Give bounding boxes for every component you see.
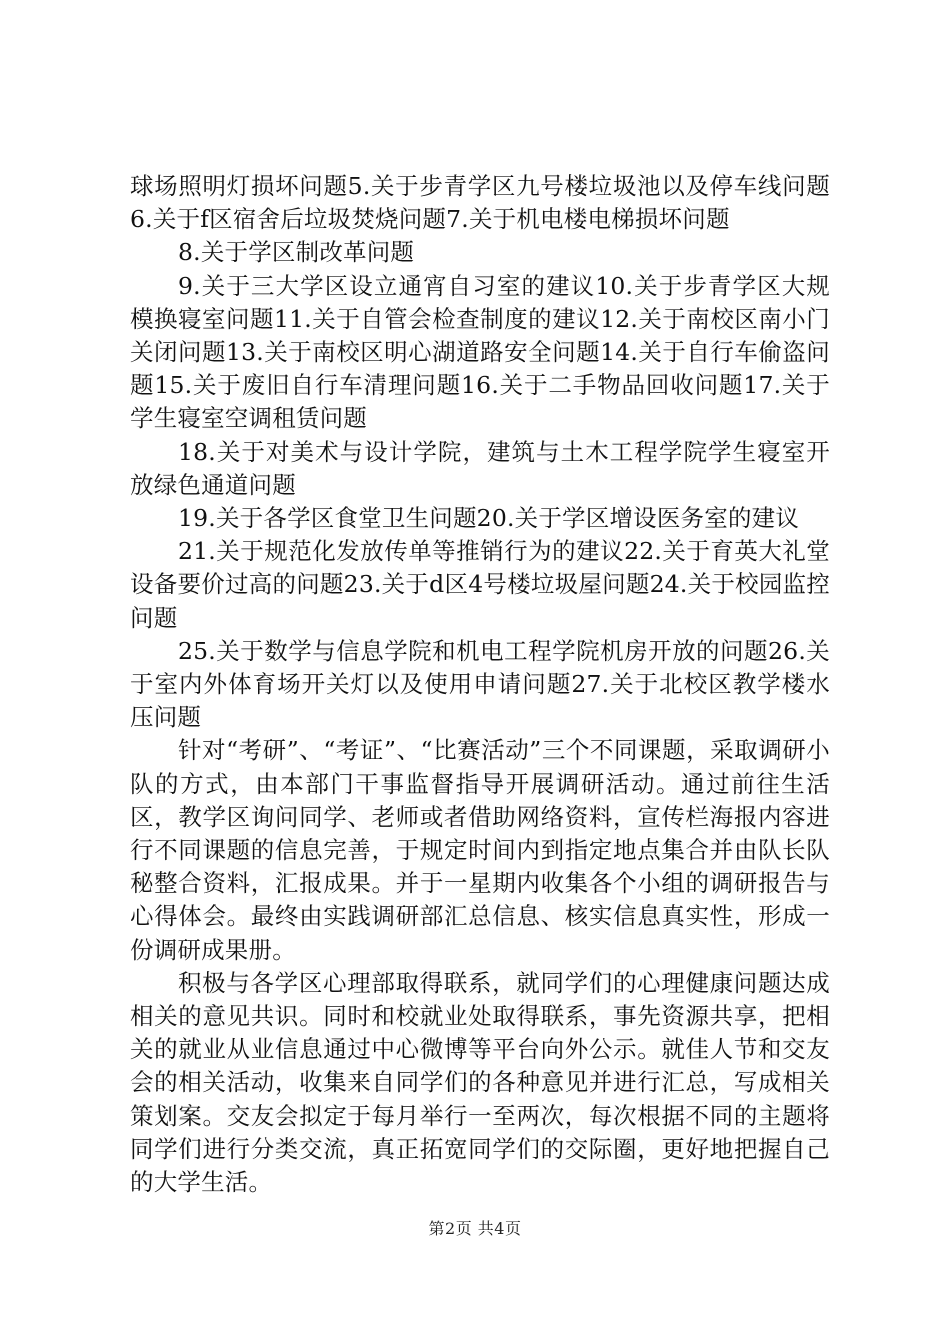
paragraph-8: 针对“考研”、“考证”、“比赛活动”三个不同课题，采取调研小队的方式，由本部门干事监督指导开展调研活动。通过前往生活区，教学区询问同学、老师或者借助网络资料，宣传栏海报内容进行不同课题的信息完善，于规定时间内到指定地点集合并由队长队秘整合资料，汇报成果。并于一星期内收集各个小组的调研报告与心得体会。最终由实践调研部汇总信息、核实信息真实性，形成一份调研成果册。: [130, 736, 830, 964]
paragraph-3: 9.关于三大学区设立通宵自习室的建议10.关于步青学区大规模换寝室问题11.关于自管会检查制度的建议12.关于南校区南小门关闭问题13.关于南校区明心湖道路安全问题14.关于自行车偷盗问题15.关于废旧自行车清理问题16.关于二手物品回收问题17.关于学生寝室空调租赁问题: [130, 271, 830, 433]
paragraph-2: 8.关于学区制改革问题: [178, 238, 415, 267]
paragraph-1: 球场照明灯损坏问题5.关于步青学区九号楼垃圾池以及停车线问题6.关于f区宿舍后垃圾焚烧问题7.关于机电楼电梯损坏问题: [130, 172, 830, 234]
paragraph-9: 积极与各学区心理部取得联系，就同学们的心理健康问题达成相关的意见共识。同时和校就业处取得联系，事先资源共享，把相关的就业从业信息通过中心微博等平台向外公示。就佳人节和交友会的相关活动，收集来自同学们的各种意见并进行汇总，写成相关策划案。交友会拟定于每月举行一至两次，每次根据不同的主题将同学们进行分类交流，真正拓宽同学们的交际圈，更好地把握自己的大学生活。: [130, 968, 830, 1197]
document-body: [130, 170, 830, 1199]
paragraph-4: 18.关于对美术与设计学院，建筑与土木工程学院学生寝室开放绿色通道问题: [130, 437, 830, 499]
paragraph-7: 25.关于数学与信息学院和机电工程学院机房开放的问题26.关于室内外体育场开关灯以及使用申请问题27.关于北校区教学楼水压问题: [130, 636, 830, 732]
page-footer: 第2页 共4页: [428, 1219, 522, 1238]
paragraph-6: 21.关于规范化发放传单等推销行为的建议22.关于育英大礼堂设备要价过高的问题23.关于d区4号楼垃圾屋问题24.关于校园监控问题: [130, 537, 830, 632]
paragraph-5: 19.关于各学区食堂卫生问题20.关于学区增设医务室的建议: [178, 504, 800, 533]
